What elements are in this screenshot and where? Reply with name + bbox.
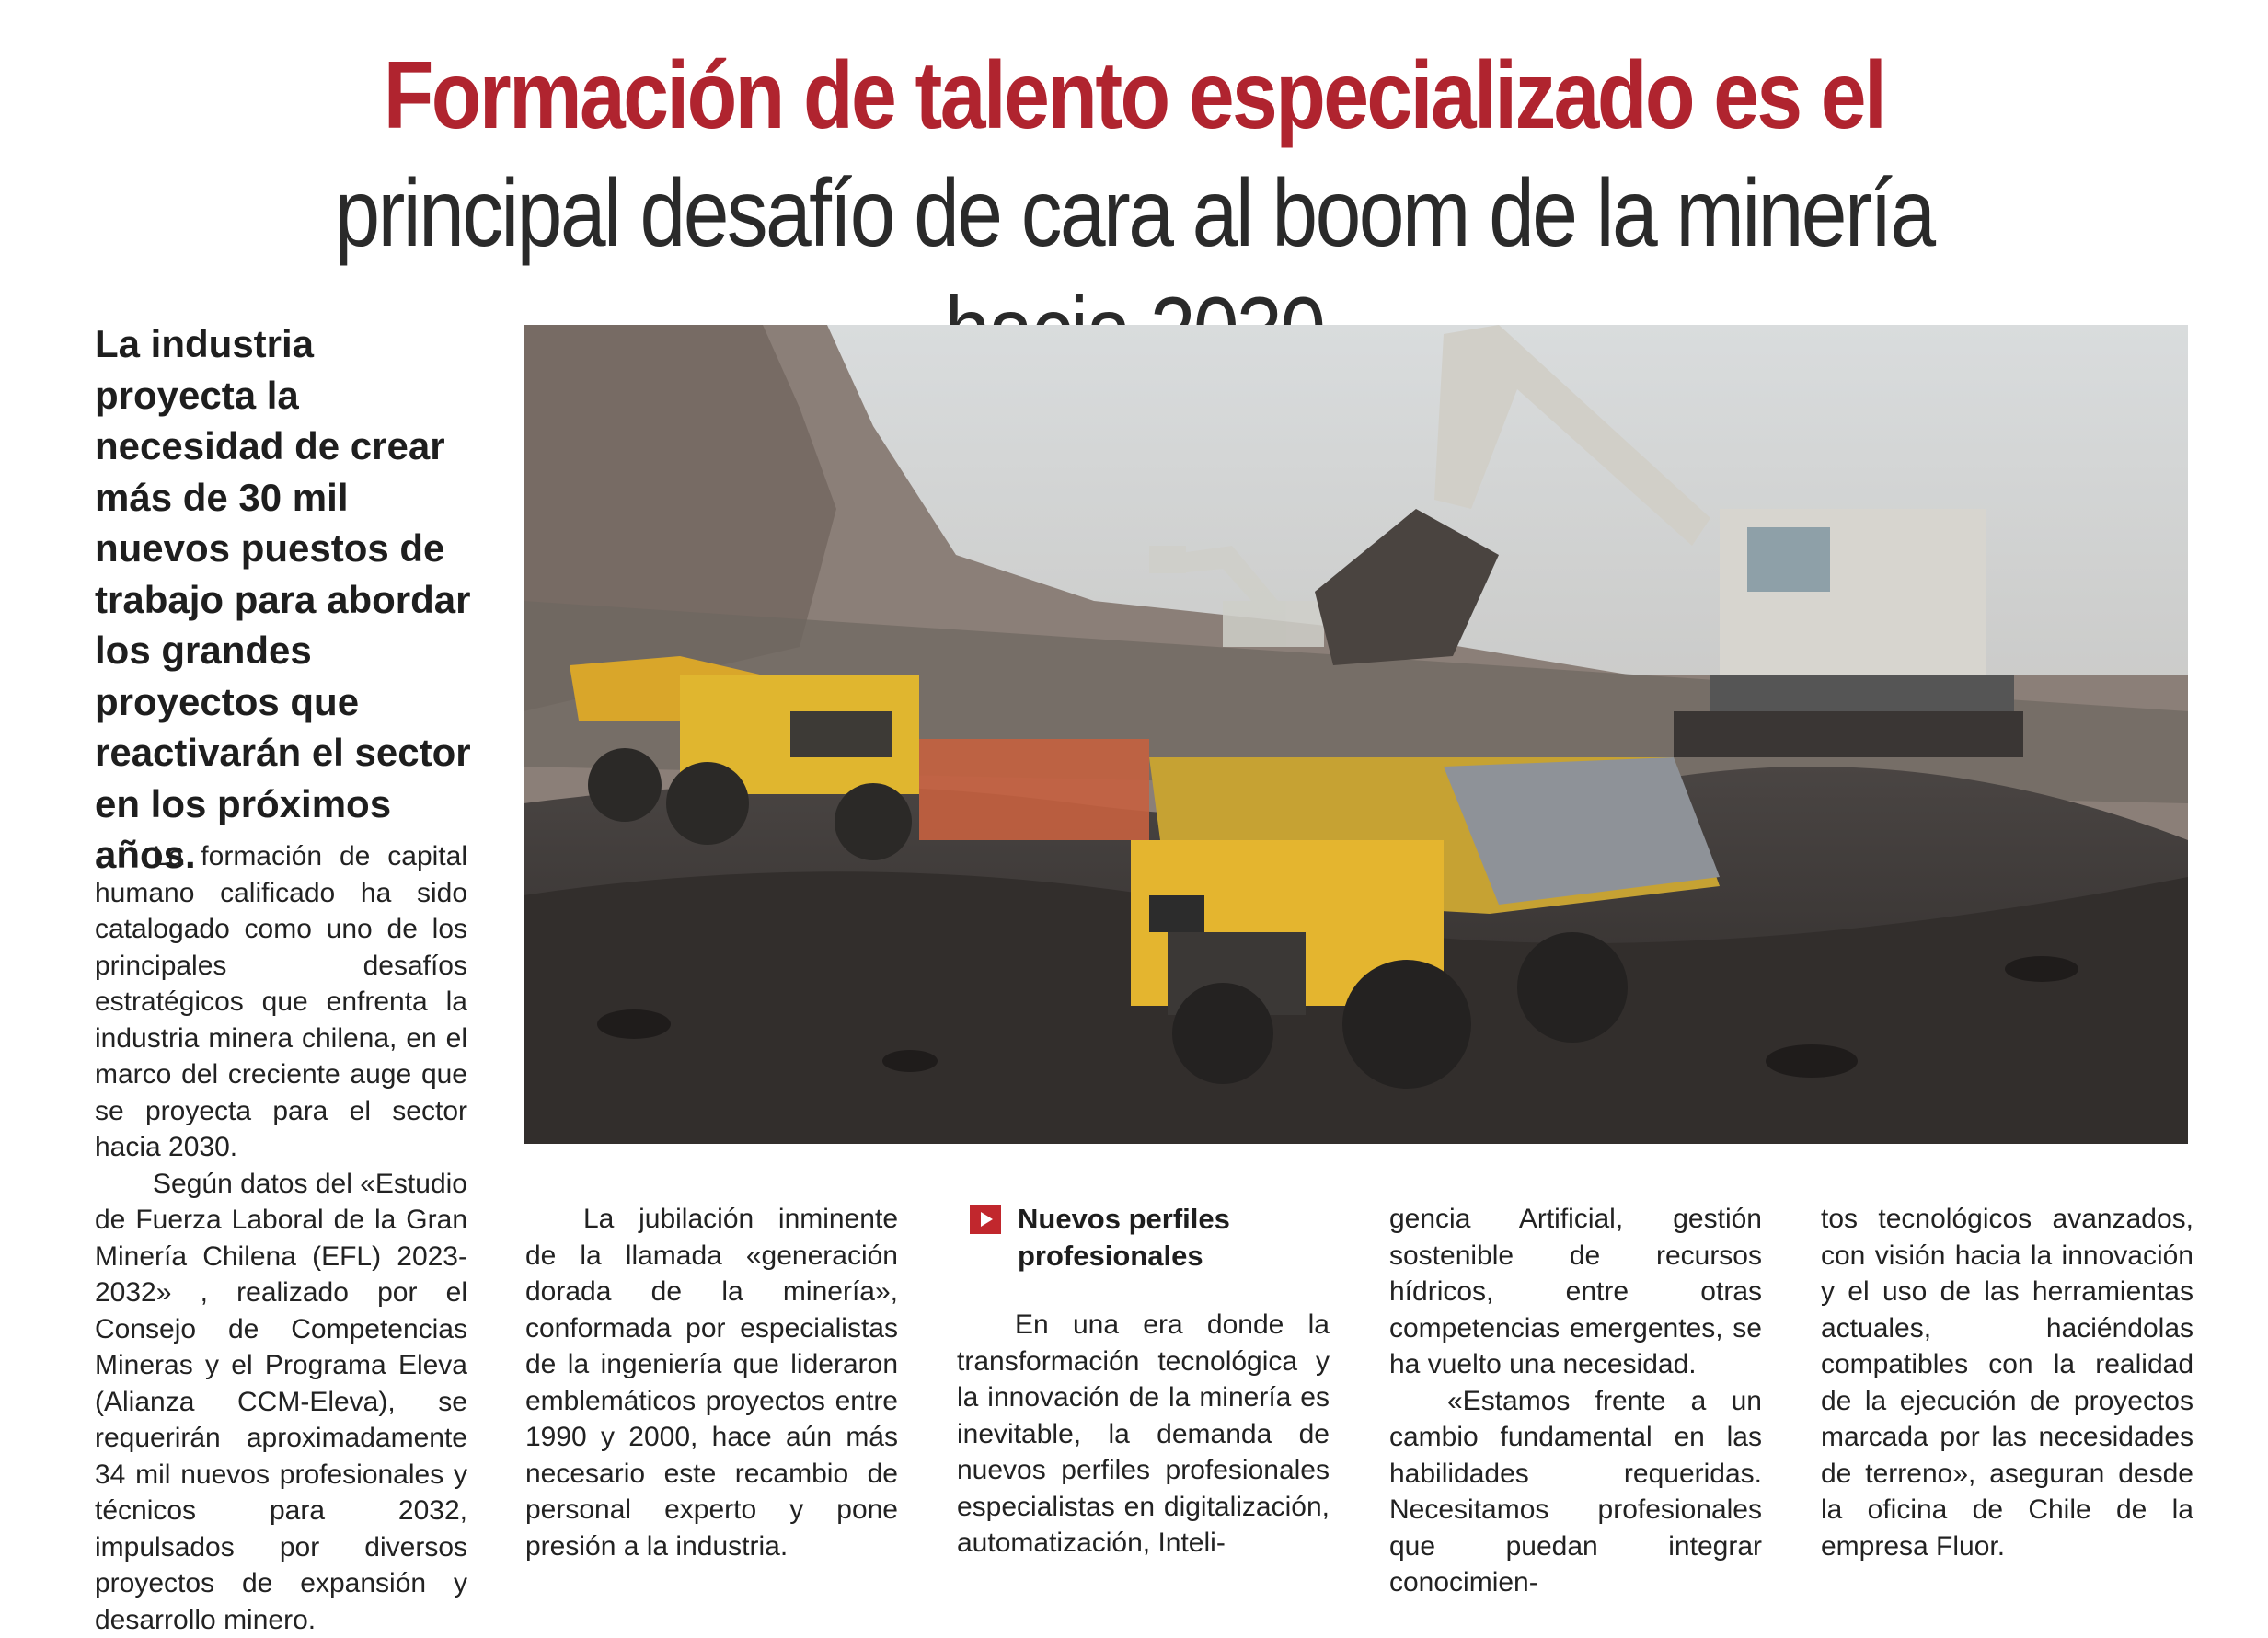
column-1 [95, 838, 467, 1638]
deck-summary: La industria proyecta la necesidad de crear más de 30 mil nuevos puestos de trabajo para abordar los grandes proyectos que reactivarán el sector en los próximos años. [95, 318, 481, 881]
column-5 [1821, 1201, 2193, 1564]
paragraph: La jubilación inminente de la llamada «generación dorada de la minería», conformada por especialistas de la ingeniería que lideraron emblemáticos proyectos entre 1990 y 2000, hace aún más necesario este recambio de personal experto y pone presión a la industria. [525, 1201, 898, 1564]
paragraph: En una era donde la transformación tecnológica y la innovación de la minería es inevitable, la demanda de nuevos perfiles profesionales especialistas en digitalización, automatización, Inteli- [957, 1307, 1330, 1562]
paragraph: gencia Artificial, gestión sostenible de recursos hídricos, entre otras competencias emergentes, se ha vuelto una necesidad. [1389, 1201, 1762, 1383]
column-3 [957, 1201, 1330, 1562]
column-4 [1389, 1201, 1762, 1601]
paragraph: tos tecnológicos avanzados, con visión hacia la innovación y el uso de las herramientas actuales, haciéndolas compatibles con la realidad de la ejecución de proyectos marcada por las necesidades de terreno», aseguran desde la oficina de Chile de la empresa Fluor. [1821, 1201, 2193, 1564]
paragraph: «Estamos frente a un cambio fundamental en las habilidades requeridas. Necesitamos profesionales que puedan integrar conocimien- [1389, 1383, 1762, 1601]
paragraph: La formación de capital humano calificado ha sido catalogado como uno de los principales desafíos estratégicos que enfrenta la industria minera chilena, en el marco del creciente auge que se proyecta para el sector hacia 2030. [95, 838, 467, 1166]
headline-highlight: Formación de talento especializado es el [384, 42, 1885, 149]
paragraph: Según datos del «Estudio de Fuerza Laboral de la Gran Minería Chilena (EFL) 2023-2032» , realizado por el Consejo de Competencias Mineras y el Programa Eleva (Alianza CCM-Eleva), se requerirán aproximadamente 34 mil nuevos profesionales y técnicos para 2032, impulsados por diversos proyectos de expansión y desarrollo minero. [95, 1166, 467, 1638]
subheading-text: Nuevos perfiles profesionales [1018, 1201, 1330, 1274]
mining-photo-illustration [524, 325, 2188, 1144]
article-photo [524, 325, 2188, 1144]
column-2 [525, 1201, 898, 1564]
play-marker-icon [970, 1205, 1001, 1234]
headline-rest: principal desafío de cara al boom de la minería [334, 160, 1933, 385]
subheading [957, 1201, 1330, 1274]
